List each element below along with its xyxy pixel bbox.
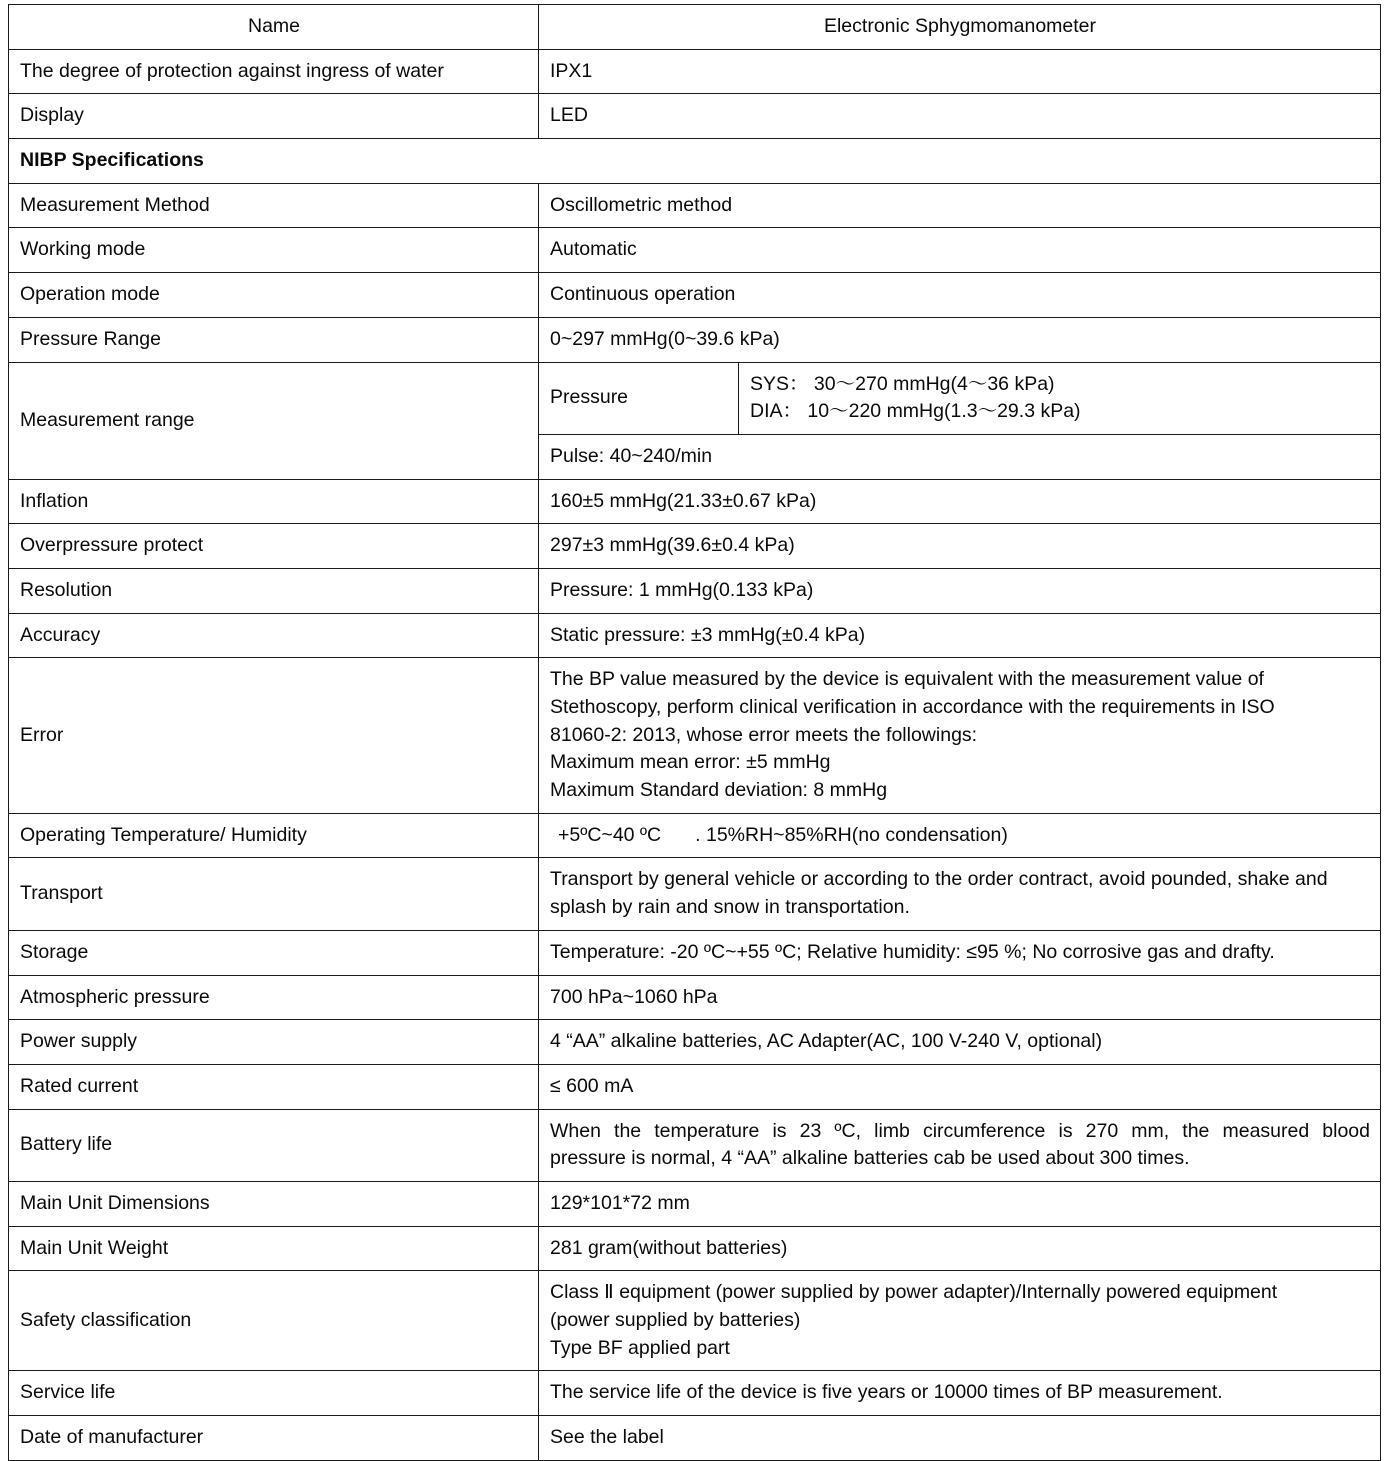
table-header-row: [9, 5, 1381, 50]
row-value-storage: Temperature: -20 ºC~+55 ºC; Relative humidity: ≤95 %; No corrosive gas and drafty.: [539, 930, 1381, 975]
row-label-safety-classification: Safety classification: [9, 1271, 539, 1371]
row-value-main-unit-weight: 281 gram(without batteries): [539, 1226, 1381, 1271]
row-label-pressure-range: Pressure Range: [9, 317, 539, 362]
row-value-date-of-manufacturer: See the label: [539, 1416, 1381, 1461]
row-label-working-mode: Working mode: [9, 228, 539, 273]
table-row: [9, 94, 1381, 139]
row-value-power-supply: 4 “AA” alkaline batteries, AC Adapter(AC, 100 V-240 V, optional): [539, 1020, 1381, 1065]
row-value-display: LED: [539, 94, 1381, 139]
row-label-measurement-range: Measurement range: [9, 362, 539, 479]
safety-line-2: (power supplied by batteries): [550, 1309, 801, 1331]
error-line-2: Stethoscopy, perform clinical verification in accordance with the requirements in ISO: [550, 696, 1275, 718]
table-row-measurement-range: [9, 362, 1381, 479]
row-label-operation-mode: Operation mode: [9, 273, 539, 318]
row-value-measurement-method: Oscillometric method: [539, 183, 1381, 228]
row-label-error: Error: [9, 658, 539, 813]
row-label-main-unit-dimensions: Main Unit Dimensions: [9, 1181, 539, 1226]
table-row: [9, 1226, 1381, 1271]
specifications-table: [8, 4, 1381, 1461]
table-row: [9, 49, 1381, 94]
row-value-inflation: 160±5 mmHg(21.33±0.67 kPa): [539, 479, 1381, 524]
table-row-error: [9, 658, 1381, 813]
safety-line-3: Type BF applied part: [550, 1336, 730, 1359]
battery-life-line-2: pressure is normal, 4 “AA” alkaline batteries cab be used about 300 times.: [550, 1147, 1190, 1170]
section-heading-nibp: NIBP Specifications: [9, 139, 1381, 184]
measurement-range-pulse: Pulse: 40~240/min: [550, 444, 713, 467]
table-row-safety-classification: [9, 1271, 1381, 1371]
table-row: [9, 930, 1381, 975]
table-row: [9, 568, 1381, 613]
row-label-power-supply: Power supply: [9, 1020, 539, 1065]
row-label-atmospheric-pressure: Atmospheric pressure: [9, 975, 539, 1020]
measurement-range-pressure-key: Pressure: [539, 363, 739, 435]
row-label-operating-temperature-humidity: Operating Temperature/ Humidity: [9, 813, 539, 858]
table-row: [9, 524, 1381, 569]
row-label-service-life: Service life: [9, 1371, 539, 1416]
measurement-range-dia: DIA： 10〜220 mmHg(1.3〜29.3 kPa): [750, 400, 1081, 423]
row-value-resolution: Pressure: 1 mmHg(0.133 kPa): [539, 568, 1381, 613]
table-row: [9, 273, 1381, 318]
table-row: [9, 1064, 1381, 1109]
column-header-name: Name: [9, 5, 539, 50]
row-label-overpressure-protect: Overpressure protect: [9, 524, 539, 569]
row-value-measurement-range: [539, 362, 1381, 479]
row-value-accuracy: Static pressure: ±3 mmHg(±0.4 kPa): [539, 613, 1381, 658]
row-value-atmospheric-pressure: 700 hPa~1060 hPa: [539, 975, 1381, 1020]
error-line-4: Maximum mean error: ±5 mmHg: [550, 751, 831, 774]
measurement-range-subtable: [539, 363, 1380, 479]
row-value-transport: [539, 858, 1381, 930]
row-value-battery-life: [539, 1109, 1381, 1181]
transport-line-2: splash by rain and snow in transportation.: [550, 896, 910, 919]
table-row: [9, 183, 1381, 228]
row-label-resolution: Resolution: [9, 568, 539, 613]
table-row: [9, 479, 1381, 524]
row-label-display: Display: [9, 94, 539, 139]
table-row: [9, 613, 1381, 658]
table-row: [9, 1371, 1381, 1416]
measurement-range-pulse-row: [539, 434, 1380, 478]
row-label-main-unit-weight: Main Unit Weight: [9, 1226, 539, 1271]
row-label-accuracy: Accuracy: [9, 613, 539, 658]
row-value-service-life: The service life of the device is five years or 10000 times of BP measurement.: [539, 1371, 1381, 1416]
table-row: [9, 1181, 1381, 1226]
table-row-battery-life: [9, 1109, 1381, 1181]
table-row: [9, 813, 1381, 858]
table-row: [9, 1416, 1381, 1461]
row-value-safety-classification: [539, 1271, 1381, 1371]
row-label-inflation: Inflation: [9, 479, 539, 524]
row-value-working-mode: Automatic: [539, 228, 1381, 273]
operating-humidity-value: 15%RH~85%RH(no condensation): [705, 823, 1008, 846]
table-row-transport: [9, 858, 1381, 930]
row-value-rated-current: ≤ 600 mA: [539, 1064, 1381, 1109]
measurement-range-pressure-row: [539, 363, 1380, 435]
table-row: [9, 1020, 1381, 1065]
row-value-overpressure-protect: 297±3 mmHg(39.6±0.4 kPa): [539, 524, 1381, 569]
row-value-ingress-protection: IPX1: [539, 49, 1381, 94]
measurement-range-pressure-values: [739, 363, 1381, 435]
row-label-date-of-manufacturer: Date of manufacturer: [9, 1416, 539, 1461]
row-label-rated-current: Rated current: [9, 1064, 539, 1109]
error-line-3: 81060-2: 2013, whose error meets the followings:: [550, 723, 978, 746]
error-line-5: Maximum Standard deviation: 8 mmHg: [550, 779, 888, 802]
measurement-range-sys: SYS： 30〜270 mmHg(4〜36 kPa): [750, 372, 1055, 395]
row-value-main-unit-dimensions: 129*101*72 mm: [539, 1181, 1381, 1226]
row-value-operating-temperature-humidity: [539, 813, 1381, 858]
row-label-battery-life: Battery life: [9, 1109, 539, 1181]
row-label-storage: Storage: [9, 930, 539, 975]
table-row: [9, 228, 1381, 273]
row-value-pressure-range: 0~297 mmHg(0~39.6 kPa): [539, 317, 1381, 362]
battery-life-line-1: When the temperature is 23 ºC, limb circumference is 270 mm, the measured blood: [550, 1119, 1370, 1142]
row-label-measurement-method: Measurement Method: [9, 183, 539, 228]
operating-temperature-value: +5ºC~40 ºC: [558, 823, 662, 846]
transport-line-1: Transport by general vehicle or according to the order contract, avoid pounded, shake and: [550, 868, 1328, 891]
column-header-product: Electronic Sphygmomanometer: [539, 5, 1381, 50]
row-value-error: [539, 658, 1381, 813]
operating-separator: .: [695, 823, 701, 846]
error-line-1: The BP value measured by the device is equivalent with the measurement value of: [550, 668, 1264, 691]
safety-line-1: Class Ⅱ equipment (power supplied by power adapter)/Internally powered equipment: [550, 1281, 1278, 1304]
row-label-ingress-protection: The degree of protection against ingress of water: [9, 49, 539, 94]
table-row: [9, 317, 1381, 362]
table-row: [9, 975, 1381, 1020]
row-label-transport: Transport: [9, 858, 539, 930]
row-value-operation-mode: Continuous operation: [539, 273, 1381, 318]
section-heading-row: [9, 139, 1381, 184]
